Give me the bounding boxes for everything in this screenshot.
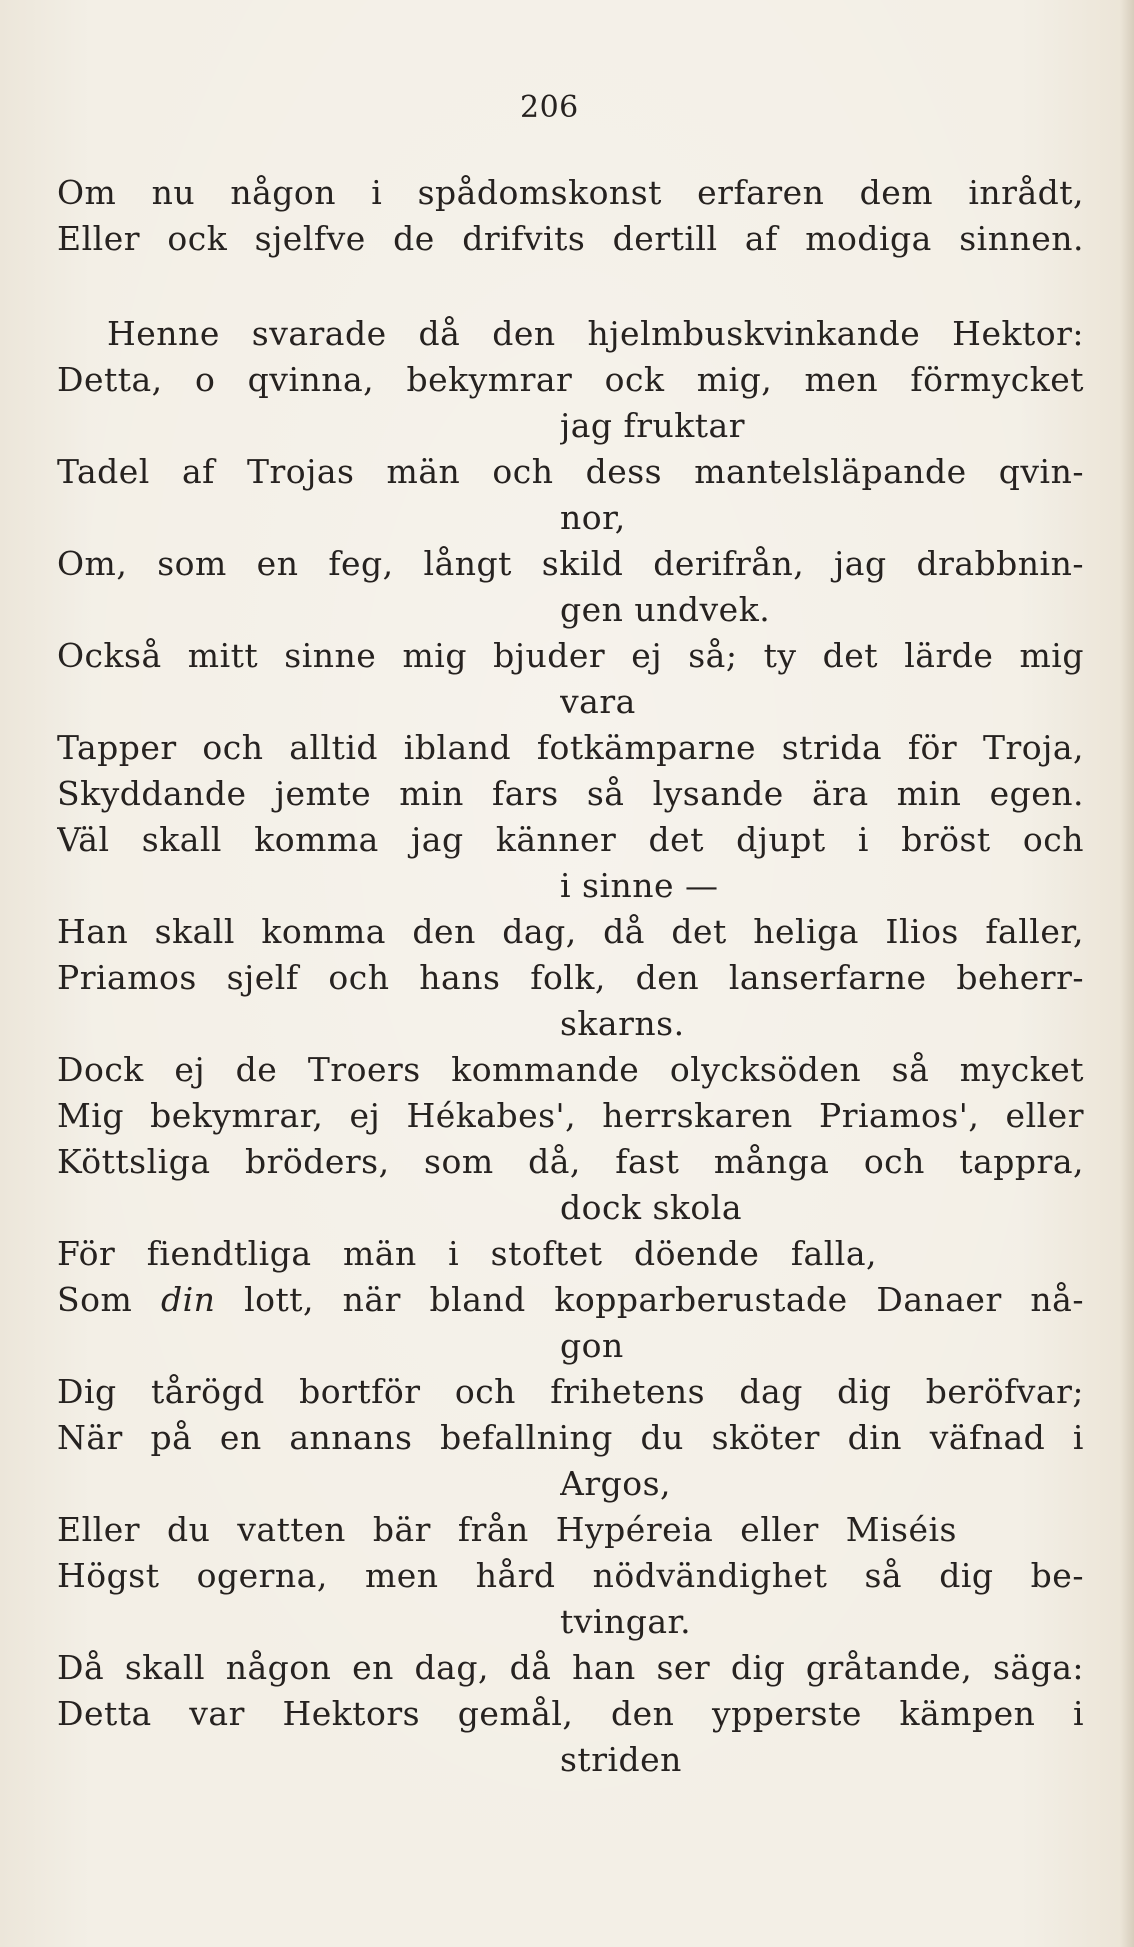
- page-gutter-shadow: [1120, 0, 1134, 1947]
- verse-continuation: Argos,: [560, 1464, 672, 1503]
- verse-line: Väl skall komma jag känner det djupt i bröst och: [57, 820, 1084, 859]
- verse-line: Detta var Hektors gemål, den ypperste kämpen i: [57, 1694, 1084, 1733]
- verse-line: Köttsliga bröders, som då, fast många och tappra,: [57, 1142, 1084, 1181]
- verse-continuation: tvingar.: [560, 1602, 692, 1641]
- verse-line: Priamos sjelf och hans folk, den lanserfarne beherr-: [57, 958, 1084, 997]
- verse-line: Han skall komma den dag, då det heliga Ilios faller,: [57, 912, 1084, 951]
- italic-word: din: [160, 1280, 216, 1319]
- verse-line: Tadel af Trojas män och dess mantelsläpande qvin-: [57, 452, 1084, 491]
- verse-line: Mig bekymrar, ej Hékabes', herrskaren Priamos', eller: [57, 1096, 1084, 1135]
- verse-line: Dig tårögd bortför och frihetens dag dig beröfvar;: [57, 1372, 1084, 1411]
- verse-line: Om, som en feg, långt skild derifrån, jag drabbnin-: [57, 544, 1084, 583]
- verse-line-with-italic: [57, 1277, 1084, 1323]
- verse-continuation: vara: [560, 682, 636, 721]
- verse-continuation: dock skola: [560, 1188, 742, 1227]
- verse-continuation: skarns.: [560, 1004, 685, 1043]
- verse-line: Skyddande jemte min fars så lysande ära min egen.: [57, 774, 1084, 813]
- verse-continuation: jag fruktar: [560, 406, 745, 445]
- verse-line: Eller du vatten bär från Hypéreia eller Miséis: [57, 1510, 957, 1549]
- verse-line: Då skall någon en dag, då han ser dig gråtande, säga:: [57, 1648, 1084, 1687]
- verse-line: Detta, o qvinna, bekymrar ock mig, men förmycket: [57, 360, 1084, 399]
- verse-continuation: i sinne —: [560, 866, 719, 905]
- verse-text: lott, när bland kopparberustade Danaer nå-: [244, 1280, 1084, 1319]
- verse-line: Tapper och alltid ibland fotkämparne strida för Troja,: [57, 728, 1084, 767]
- verse-continuation: nor,: [560, 498, 626, 537]
- verse-word: Som: [57, 1280, 133, 1319]
- verse-line: För fiendtliga män i stoftet döende falla,: [57, 1234, 877, 1273]
- verse-continuation: striden: [560, 1740, 682, 1779]
- verse-line: Högst ogerna, men hård nödvändighet så dig be-: [57, 1556, 1084, 1595]
- verse-continuation: gen undvek.: [560, 590, 771, 629]
- verse-line: Eller ock sjelfve de drifvits dertill af modiga sinnen.: [57, 219, 1084, 258]
- verse-line: När på en annans befallning du sköter din väfnad i: [57, 1418, 1084, 1457]
- page-number: 206: [520, 90, 579, 125]
- verse-line: Om nu någon i spådomskonst erfaren dem inrådt,: [57, 173, 1084, 212]
- verse-continuation: gon: [560, 1326, 624, 1365]
- verse-line: Henne svarade då den hjelmbuskvinkande Hektor:: [107, 314, 1084, 353]
- verse-line: Också mitt sinne mig bjuder ej så; ty det lärde mig: [57, 636, 1084, 675]
- verse-line: Dock ej de Troers kommande olycksöden så mycket: [57, 1050, 1084, 1089]
